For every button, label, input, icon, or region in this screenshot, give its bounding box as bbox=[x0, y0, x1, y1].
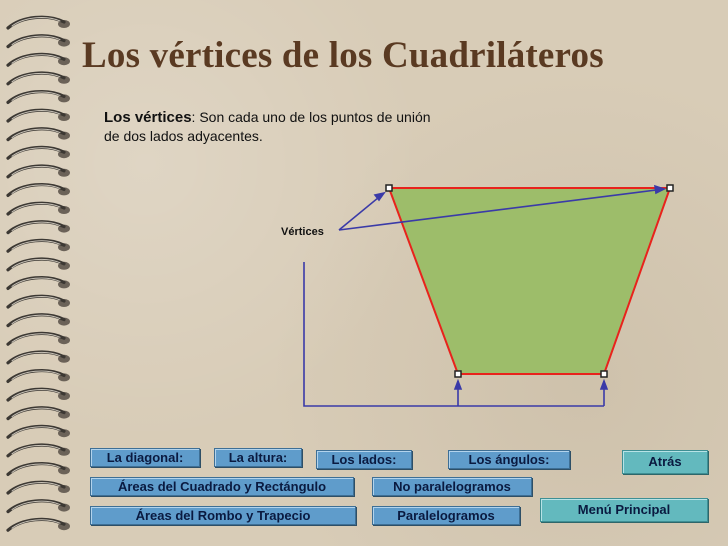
no-paralelogramos-button[interactable]: No paralelogramos bbox=[372, 477, 532, 496]
vertex-marker-bottom-left bbox=[455, 371, 461, 377]
pointer-arrowhead-bottom-left bbox=[455, 381, 461, 389]
definition-text: Son cada uno de los puntos de unión de dos lados adyacentes. bbox=[104, 109, 431, 144]
lados-button[interactable]: Los lados: bbox=[316, 450, 412, 469]
vertex-marker-bottom-right bbox=[601, 371, 607, 377]
page-title: Los vértices de los Cuadriláteros bbox=[82, 35, 604, 76]
definition-colon: : bbox=[191, 109, 196, 125]
atras-button[interactable]: Atrás bbox=[622, 450, 708, 474]
altura-button[interactable]: La altura: bbox=[214, 448, 302, 467]
areas-rombo-trapecio-button[interactable]: Áreas del Rombo y Trapecio bbox=[90, 506, 356, 525]
pointer-arrowhead-bottom-right bbox=[601, 381, 607, 389]
trapezoid-shape bbox=[389, 188, 670, 374]
diagonal-button[interactable]: La diagonal: bbox=[90, 448, 200, 467]
angulos-button[interactable]: Los ángulos: bbox=[448, 450, 570, 469]
paralelogramos-button[interactable]: Paralelogramos bbox=[372, 506, 520, 525]
callout-label: Vértices bbox=[281, 226, 324, 238]
vertex-marker-top-right bbox=[667, 185, 673, 191]
definition-term: Los vértices bbox=[104, 109, 192, 126]
vertex-marker-top-left bbox=[386, 185, 392, 191]
menu-principal-button[interactable]: Menú Principal bbox=[540, 498, 708, 522]
areas-cuadrado-rectangulo-button[interactable]: Áreas del Cuadrado y Rectángulo bbox=[90, 477, 354, 496]
